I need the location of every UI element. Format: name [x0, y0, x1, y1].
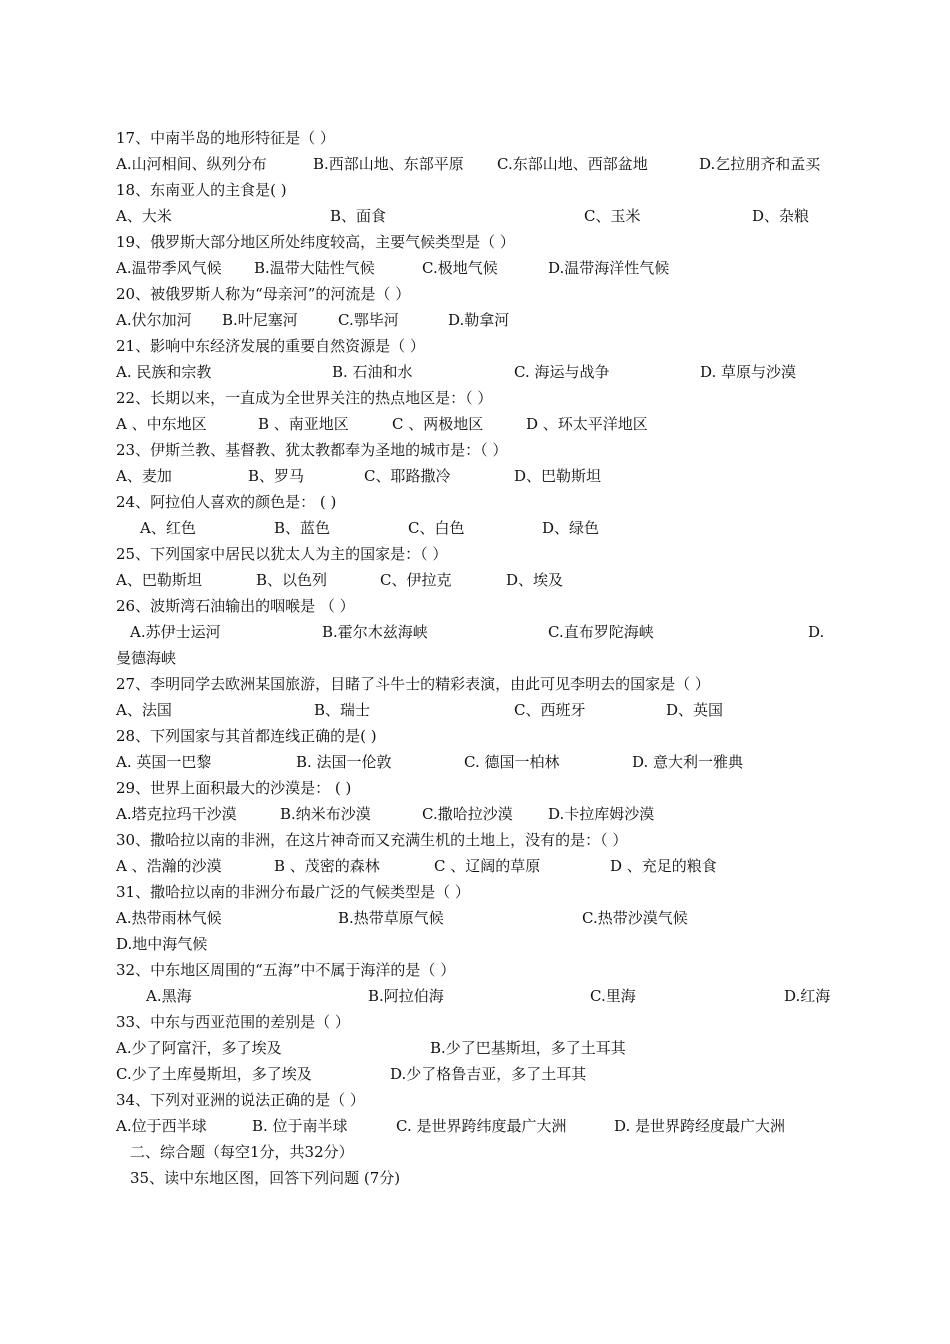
- q25-option-a: A、巴勒斯坦: [116, 571, 202, 589]
- q25-option-b: B、以色列: [256, 571, 328, 589]
- q20-option-a: A.伏尔加河: [116, 311, 192, 329]
- question-20-stem: 20、被俄罗斯人称为“母亲河”的河流是（ ）: [116, 285, 411, 303]
- question-31-stem: 31、撒哈拉以南的非洲分布最广泛的气候类型是（ ）: [116, 883, 470, 901]
- question-26-stem: 26、波斯湾石油输出的咽喉是 （ ）: [116, 597, 355, 615]
- q18-option-d: D、杂粮: [752, 207, 810, 225]
- q22-option-b: B 、南亚地区: [258, 415, 349, 433]
- q27-option-d: D、英国: [666, 701, 724, 719]
- q29-option-a: A.塔克拉玛干沙漠: [116, 805, 237, 823]
- q21-option-c: C. 海运与战争: [514, 363, 610, 381]
- q24-option-d: D、绿色: [542, 519, 600, 537]
- q31-option-d: D.地中海气候: [116, 935, 208, 953]
- q28-option-a: A. 英国一巴黎: [116, 753, 212, 771]
- q31-option-a: A.热带雨林气候: [116, 909, 222, 927]
- q33-option-a: A.少了阿富汗，多了埃及: [116, 1039, 282, 1057]
- q32-option-d: D.红海: [784, 987, 831, 1005]
- q34-option-c: C. 是世界跨纬度最广大洲: [396, 1117, 567, 1135]
- q17-option-c: C.东部山地、西部盆地: [497, 155, 648, 173]
- q21-option-d: D. 草原与沙漠: [700, 363, 797, 381]
- q20-option-b: B.叶尼塞河: [222, 311, 298, 329]
- q25-option-c: C、伊拉克: [380, 571, 452, 589]
- question-25-stem: 25、下列国家中居民以犹太人为主的国家是：（ ）: [116, 545, 448, 563]
- question-17-stem: 17、中南半岛的地形特征是（ ）: [116, 129, 335, 147]
- q32-option-a: A.黑海: [146, 987, 192, 1005]
- q28-option-d: D. 意大利一雅典: [632, 753, 744, 771]
- q26-option-d: D.: [808, 623, 825, 641]
- question-21-stem: 21、影响中东经济发展的重要自然资源是（ ）: [116, 337, 425, 355]
- question-24-stem: 24、阿拉伯人喜欢的颜色是： ( ): [116, 493, 337, 511]
- q28-option-c: C. 德国一柏林: [464, 753, 560, 771]
- q27-option-b: B、瑞士: [314, 701, 371, 719]
- question-22-stem: 22、长期以来，一直成为全世界关注的热点地区是：（ ）: [116, 389, 493, 407]
- question-34-stem: 34、下列对亚洲的说法正确的是（ ）: [116, 1091, 365, 1109]
- q21-option-a: A. 民族和宗教: [116, 363, 212, 381]
- q26-option-d-wrapped: 曼德海峡: [116, 649, 177, 667]
- q31-option-c: C.热带沙漠气候: [582, 909, 688, 927]
- q34-option-a: A.位于西半球: [116, 1117, 207, 1135]
- q18-option-c: C、玉米: [584, 207, 641, 225]
- q19-option-b: B.温带大陆性气候: [254, 259, 375, 277]
- q19-option-a: A.温带季风气候: [116, 259, 222, 277]
- question-32-stem: 32、中东地区周围的“五海”中不属于海洋的是（ ）: [116, 961, 456, 979]
- q30-option-a: A 、浩瀚的沙漠: [116, 857, 222, 875]
- q22-option-a: A 、中东地区: [116, 415, 207, 433]
- q19-option-c: C.极地气候: [422, 259, 498, 277]
- q29-option-c: C.撒哈拉沙漠: [422, 805, 513, 823]
- q33-option-d: D.少了格鲁吉亚，多了土耳其: [390, 1065, 587, 1083]
- q18-option-a: A、大米: [116, 207, 172, 225]
- q18-option-b: B、面食: [330, 207, 387, 225]
- question-27-stem: 27、李明同学去欧洲某国旅游，目睹了斗牛士的精彩表演，由此可见李明去的国家是（ ）: [116, 675, 710, 693]
- q28-option-b: B. 法国一伦敦: [296, 753, 392, 771]
- question-23-stem: 23、伊斯兰教、基督教、犹太教都奉为圣地的城市是：（ ）: [116, 441, 508, 459]
- q26-option-c: C.直布罗陀海峡: [548, 623, 654, 641]
- q24-option-c: C、白色: [408, 519, 465, 537]
- q22-option-c: C 、两极地区: [392, 415, 484, 433]
- question-33-stem: 33、中东与西亚范围的差别是（ ）: [116, 1013, 350, 1031]
- question-19-stem: 19、俄罗斯大部分地区所处纬度较高，主要气候类型是（ ）: [116, 233, 515, 251]
- q17-option-a: A.山河相间、纵列分布: [116, 155, 267, 173]
- q17-option-b: B.西部山地、东部平原: [313, 155, 464, 173]
- q27-option-a: A、法国: [116, 701, 172, 719]
- q21-option-b: B. 石油和水: [332, 363, 413, 381]
- q20-option-c: C.鄂毕河: [338, 311, 399, 329]
- q22-option-d: D 、环太平洋地区: [526, 415, 648, 433]
- q26-option-a: A.苏伊士运河: [130, 623, 221, 641]
- q26-option-b: B.霍尔木兹海峡: [322, 623, 428, 641]
- q27-option-c: C、西班牙: [514, 701, 586, 719]
- question-18-stem: 18、东南亚人的主食是( ): [116, 181, 287, 199]
- q29-option-d: D.卡拉库姆沙漠: [548, 805, 655, 823]
- q23-option-b: B、罗马: [248, 467, 305, 485]
- section-2-title: 二、综合题（每空1分，共32分）: [130, 1143, 354, 1161]
- q23-option-d: D、巴勒斯坦: [514, 467, 602, 485]
- q19-option-d: D.温带海洋性气候: [548, 259, 670, 277]
- q34-option-b: B. 位于南半球: [252, 1117, 348, 1135]
- q24-option-a: A、红色: [140, 519, 196, 537]
- question-28-stem: 28、下列国家与其首都连线正确的是( ): [116, 727, 377, 745]
- q31-option-b: B.热带草原气候: [338, 909, 444, 927]
- question-30-stem: 30、撒哈拉以南的非洲，在这片神奇而又充满生机的土地上，没有的是：（ ）: [116, 831, 628, 849]
- question-29-stem: 29、世界上面积最大的沙漠是： ( ): [116, 779, 352, 797]
- q30-option-c: C 、辽阔的草原: [434, 857, 541, 875]
- question-35-stem: 35、读中东地区图，回答下列问题 (7分): [130, 1169, 401, 1187]
- q30-option-b: B 、茂密的森林: [274, 857, 380, 875]
- q20-option-d: D.勒拿河: [448, 311, 510, 329]
- q30-option-d: D 、充足的粮食: [610, 857, 717, 875]
- q33-option-b: B.少了巴基斯坦，多了土耳其: [430, 1039, 626, 1057]
- q17-option-d: D.乞拉朋齐和孟买: [699, 155, 821, 173]
- q25-option-d: D、埃及: [506, 571, 564, 589]
- q29-option-b: B.纳米布沙漠: [280, 805, 371, 823]
- q33-option-c: C.少了土库曼斯坦，多了埃及: [116, 1065, 312, 1083]
- q23-option-a: A、麦加: [116, 467, 172, 485]
- q24-option-b: B、蓝色: [274, 519, 331, 537]
- q34-option-d: D. 是世界跨经度最广大洲: [614, 1117, 786, 1135]
- q32-option-b: B.阿拉伯海: [368, 987, 444, 1005]
- q32-option-c: C.里海: [590, 987, 636, 1005]
- q23-option-c: C、耶路撒冷: [364, 467, 451, 485]
